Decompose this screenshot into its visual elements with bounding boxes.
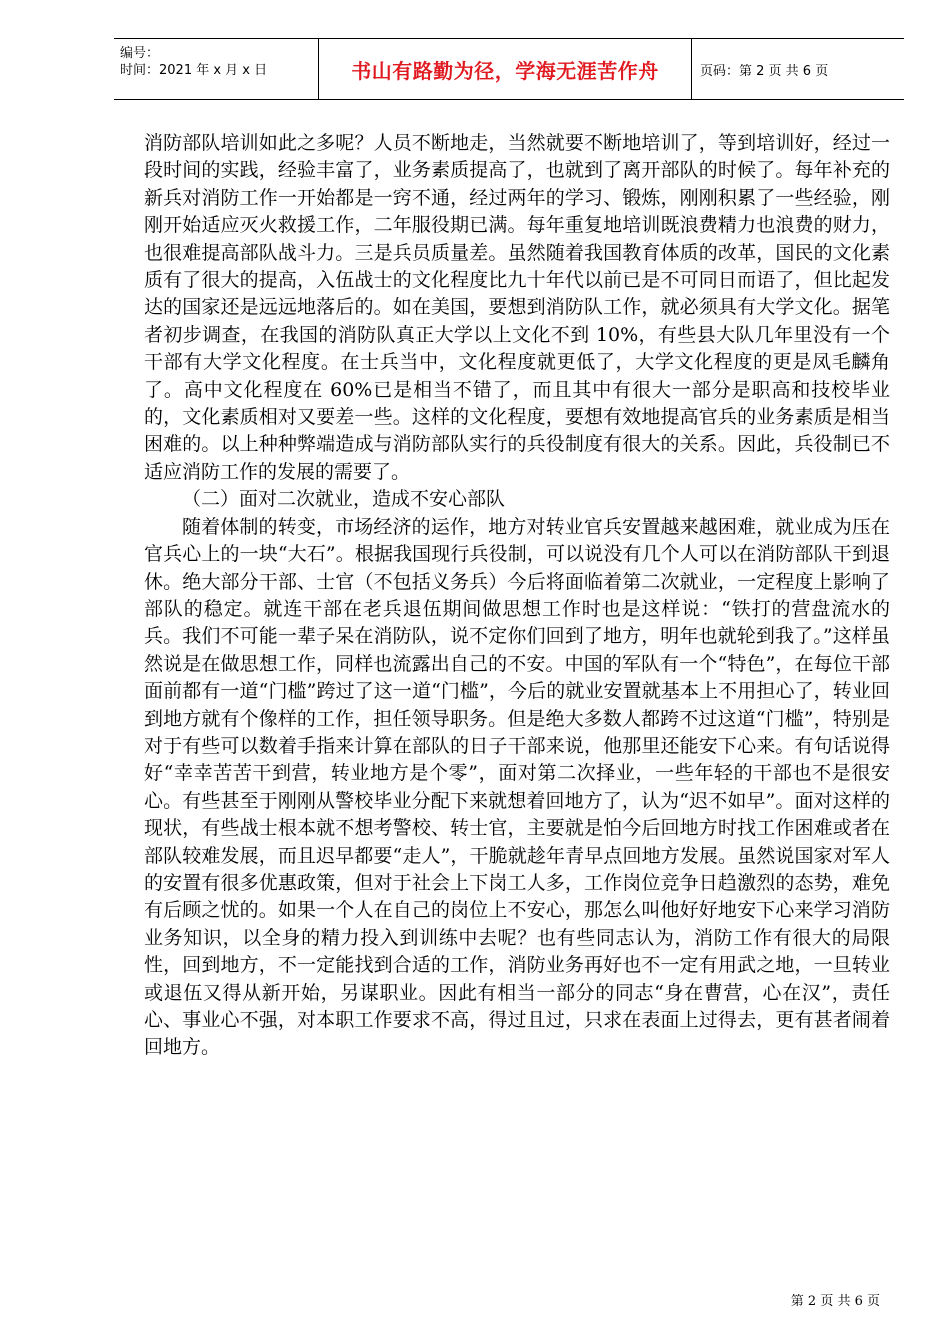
document-number-label: 编号： [120, 46, 160, 61]
section-heading: （二）面对二次就业，造成不安心部队 [182, 488, 506, 511]
page-header [114, 38, 904, 100]
body-paragraph: 消防部队培训如此之多呢？人员不断地走，当然就要不断地培训了，等到培训好，经过一段时间的实践，经验丰富了，业务素质提高了，也就到了离开部队的时候了。每年补充的新兵对消防工作一开始都是一窍不通，经过两年的学习、锻炼，刚刚积累了一些经验，刚刚开始适应灭火救援工作，二年服役期已满。每年重复地培训既浪费精力也浪费的财力，也很难提高部队战斗力。三是兵员质量差。虽然随着我国教育体质的改革，国民的文化素质有了很大的提高，入伍战士的文化程度比九十年代以前已是不可同日而语了，但比起发达的国家还是远远地落后的。如在美国，要想到消防队工作，就必须具有大学文化。据笔者初步调查，在我国的消防队真正大学以上文化不到 10%，有些县大队几年里没有一个干部有大学文化程度。在士兵当中，文化程度就更低了，大学文化程度的更是凤毛麟角了。高中文化程度在 60%已是相当不错了，而且其中有很大一部分是职高和技校毕业的，文化素质相对又要差一些。这样的文化程度，要想有效地提高官兵的业务素质是相当困难的。以上种种弊端造成与消防部队实行的兵役制度有很大的关系。因此，兵役制已不适应消防工作的发展的需要了。 [144, 132, 890, 483]
body-paragraph: 随着体制的转变，市场经济的运作，地方对转业官兵安置越来越困难，就业成为压在官兵心上的一块“大石”。根据我国现行兵役制，可以说没有几个人可以在消防部队干到退休。绝大部分干部、士官（不包括义务兵）今后将面临着第二次就业，一定程度上影响了部队的稳定。就连干部在老兵退伍期间做思想工作时也是这样说：“铁打的营盘流水的兵。我们不可能一辈子呆在消防队，说不定你们回到了地方，明年也就轮到我了。”这样虽然说是在做思想工作，同样也流露出自己的不安。中国的军队有一个“特色”，在每位干部面前都有一道“门槛”跨过了这一道“门槛”，今后的就业安置就基本上不用担心了，转业回到地方就有个像样的工作，担任领导职务。但是绝大多数人都跨不过这道“门槛”，特别是对于有些可以数着手指来计算在部队的日子干部来说，他那里还能安下心来。有句话说得好“幸幸苦苦干到营，转业地方是个零”，面对第二次择业，一些年轻的干部也不是很安心。有些甚至于刚刚从警校毕业分配下来就想着回地方了，认为“迟不如早”。面对这样的现状，有些战士根本就不想考警校、转士官，主要就是怕今后回地方时找工作困难或者在部队较难发展，而且迟早都要“走人”，干脆就趁年青早点回地方发展。虽然说国家对军人的安置有很多优惠政策，但对于社会上下岗工人多，工作岗位竞争日趋激烈的态势，难免有后顾之忧的。如果一个人在自己的岗位上不安心，那怎么叫他好好地安下心来学习消防业务知识，以全身的精力投入到训练中去呢？也有些同志认为，消防工作有很大的局限性，回到地方，不一定能找到合适的工作，消防业务再好也不一定有用武之地，一旦转业或退伍又得从新开始，另谋职业。因此有相当一部分的同志“身在曹营，心在汉”，责任心、事业心不强，对本职工作要求不高，得过且过，只求在表面上过得去，更有甚者闹着回地方。 [144, 515, 890, 1059]
header-motto: 书山有路勤为径，学海无涯苦作舟 [319, 39, 692, 99]
header-page-number: 页码：第 2 页 共 6 页 [700, 63, 829, 79]
header-meta [114, 39, 319, 99]
page-footer: 第 2 页 共 6 页 [790, 1294, 880, 1309]
document-body [144, 130, 890, 1062]
document-date-label: 时间：2021 年 x 月 x 日 [120, 63, 268, 78]
